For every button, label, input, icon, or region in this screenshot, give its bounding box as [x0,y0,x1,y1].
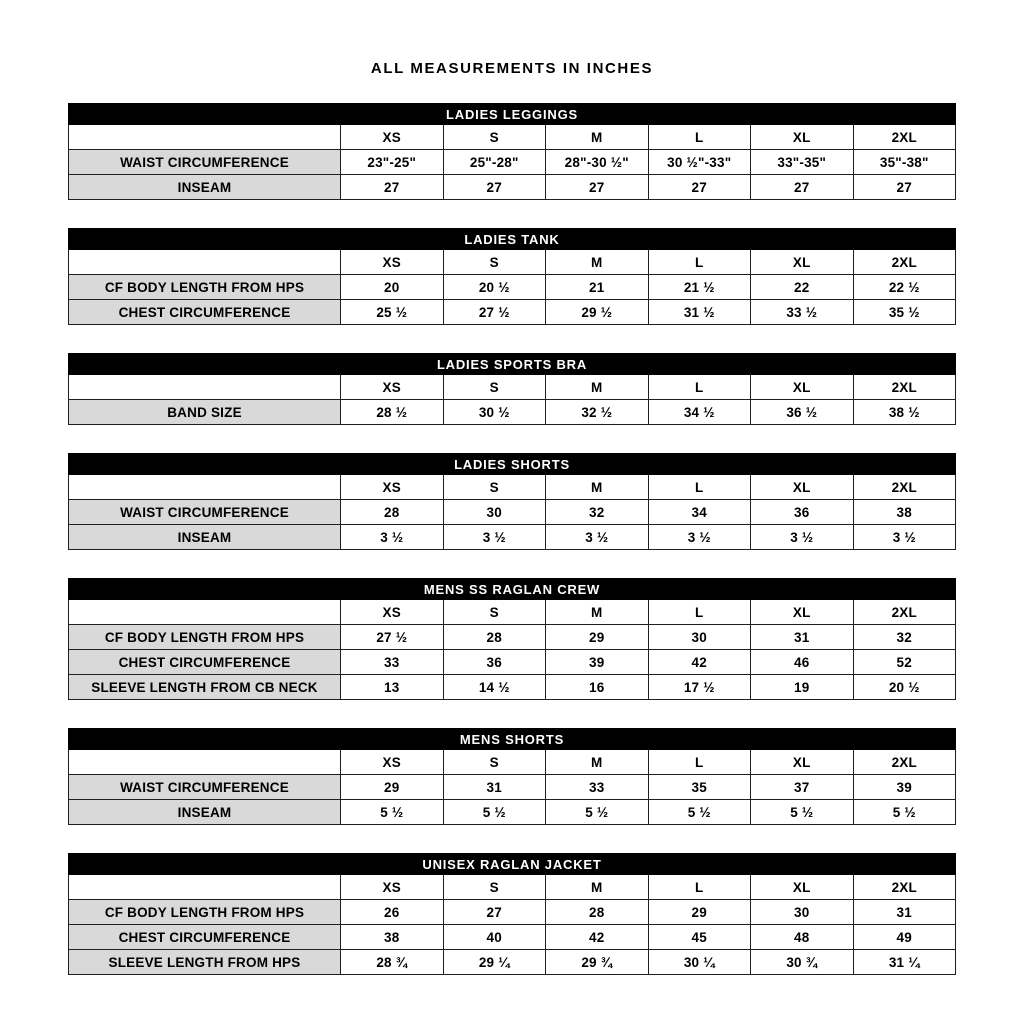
value-cell: 5 ½ [751,800,854,825]
size-header-cell: XS [341,750,444,775]
table-title: MENS SHORTS [69,729,956,750]
table-title: LADIES TANK [69,229,956,250]
value-cell: 34 [648,500,751,525]
size-row-spacer [69,375,341,400]
size-header-row [69,125,956,150]
value-cell: 33 ½ [751,300,854,325]
value-cell: 30 [751,900,854,925]
size-header-row [69,250,956,275]
value-cell: 20 [341,275,444,300]
size-chart-table [68,853,956,975]
value-cell: 3 ½ [341,525,444,550]
value-cell: 27 [648,175,751,200]
value-cell: 40 [443,925,546,950]
value-cell: 27 [341,175,444,200]
value-cell: 36 [751,500,854,525]
size-header-cell: S [443,125,546,150]
size-header-row [69,600,956,625]
row-label-cell: WAIST CIRCUMFERENCE [69,775,341,800]
size-header-cell: L [648,600,751,625]
value-cell: 23"-25" [341,150,444,175]
size-header-cell: XL [751,750,854,775]
value-cell: 28 [341,500,444,525]
value-cell: 30 ½ [443,400,546,425]
size-charts-container [0,103,1024,975]
size-header-cell: XS [341,250,444,275]
value-cell: 39 [546,650,649,675]
value-cell: 22 ½ [853,275,956,300]
measurement-row [69,650,956,675]
value-cell: 19 [751,675,854,700]
row-label-cell: WAIST CIRCUMFERENCE [69,500,341,525]
measurement-row [69,300,956,325]
size-header-row [69,475,956,500]
value-cell: 17 ½ [648,675,751,700]
size-header-cell: XS [341,875,444,900]
row-label-cell: INSEAM [69,175,341,200]
value-cell: 21 ½ [648,275,751,300]
table-title-row [69,729,956,750]
size-row-spacer [69,125,341,150]
table-title-row [69,454,956,475]
size-header-cell: M [546,750,649,775]
row-label-cell: SLEEVE LENGTH FROM CB NECK [69,675,341,700]
measurement-row [69,950,956,975]
value-cell: 33"-35" [751,150,854,175]
size-row-spacer [69,475,341,500]
measurement-row [69,150,956,175]
value-cell: 29 [648,900,751,925]
row-label-cell: INSEAM [69,525,341,550]
size-header-cell: M [546,250,649,275]
value-cell: 27 [443,900,546,925]
value-cell: 3 ½ [751,525,854,550]
size-header-row [69,875,956,900]
value-cell: 31 ¼ [853,950,956,975]
value-cell: 46 [751,650,854,675]
measurement-row [69,525,956,550]
value-cell: 28 ¾ [341,950,444,975]
value-cell: 27 [443,175,546,200]
value-cell: 48 [751,925,854,950]
size-header-cell: XL [751,125,854,150]
tables [0,103,1024,975]
value-cell: 30 ½"-33" [648,150,751,175]
value-cell: 32 ½ [546,400,649,425]
value-cell: 25"-28" [443,150,546,175]
row-label-cell: BAND SIZE [69,400,341,425]
size-header-cell: L [648,750,751,775]
size-header-cell: M [546,475,649,500]
value-cell: 29 [546,625,649,650]
size-chart-table [68,578,956,700]
size-row-spacer [69,750,341,775]
value-cell: 30 [648,625,751,650]
value-cell: 5 ½ [341,800,444,825]
size-header-cell: S [443,375,546,400]
value-cell: 30 ¾ [751,950,854,975]
row-label-cell: CF BODY LENGTH FROM HPS [69,900,341,925]
value-cell: 3 ½ [443,525,546,550]
value-cell: 38 [341,925,444,950]
row-label-cell: CF BODY LENGTH FROM HPS [69,275,341,300]
size-header-cell: XS [341,125,444,150]
size-header-row [69,375,956,400]
size-chart-table [68,453,956,550]
value-cell: 34 ½ [648,400,751,425]
size-chart-table [68,103,956,200]
size-header-cell: S [443,475,546,500]
value-cell: 3 ½ [853,525,956,550]
row-label-cell: CHEST CIRCUMFERENCE [69,300,341,325]
value-cell: 31 [751,625,854,650]
table-title: UNISEX RAGLAN JACKET [69,854,956,875]
value-cell: 32 [853,625,956,650]
measurement-row [69,400,956,425]
value-cell: 33 [546,775,649,800]
size-header-cell: XS [341,475,444,500]
size-header-cell: S [443,750,546,775]
value-cell: 38 ½ [853,400,956,425]
size-header-cell: XL [751,475,854,500]
value-cell: 35"-38" [853,150,956,175]
value-cell: 49 [853,925,956,950]
value-cell: 5 ½ [853,800,956,825]
value-cell: 35 [648,775,751,800]
value-cell: 27 [546,175,649,200]
size-header-cell: 2XL [853,875,956,900]
size-header-cell: XL [751,375,854,400]
value-cell: 39 [853,775,956,800]
measurement-row [69,675,956,700]
measurement-row [69,500,956,525]
row-label-cell: SLEEVE LENGTH FROM HPS [69,950,341,975]
size-row-spacer [69,250,341,275]
value-cell: 28"-30 ½" [546,150,649,175]
value-cell: 28 [443,625,546,650]
row-label-cell: CF BODY LENGTH FROM HPS [69,625,341,650]
value-cell: 14 ½ [443,675,546,700]
value-cell: 3 ½ [648,525,751,550]
value-cell: 36 ½ [751,400,854,425]
table-title-row [69,229,956,250]
value-cell: 28 ½ [341,400,444,425]
size-header-cell: M [546,125,649,150]
row-label-cell: WAIST CIRCUMFERENCE [69,150,341,175]
size-header-cell: L [648,250,751,275]
size-header-cell: L [648,475,751,500]
value-cell: 22 [751,275,854,300]
size-header-cell: L [648,375,751,400]
value-cell: 3 ½ [546,525,649,550]
table-title: LADIES SPORTS BRA [69,354,956,375]
value-cell: 5 ½ [546,800,649,825]
table-title-row [69,854,956,875]
value-cell: 5 ½ [648,800,751,825]
size-header-cell: XL [751,250,854,275]
value-cell: 37 [751,775,854,800]
value-cell: 25 ½ [341,300,444,325]
size-header-cell: 2XL [853,600,956,625]
row-label-cell: CHEST CIRCUMFERENCE [69,650,341,675]
value-cell: 27 [853,175,956,200]
value-cell: 29 ¾ [546,950,649,975]
value-cell: 27 ½ [341,625,444,650]
value-cell: 52 [853,650,956,675]
size-header-cell: XS [341,600,444,625]
size-header-cell: M [546,600,649,625]
size-header-cell: XS [341,375,444,400]
size-header-cell: M [546,875,649,900]
size-header-cell: L [648,125,751,150]
measurement-row [69,925,956,950]
size-chart-table [68,228,956,325]
value-cell: 42 [546,925,649,950]
measurement-row [69,275,956,300]
value-cell: 33 [341,650,444,675]
row-label-cell: INSEAM [69,800,341,825]
table-title: LADIES LEGGINGS [69,104,956,125]
page-title: ALL MEASUREMENTS IN INCHES [370,60,654,77]
size-chart-table [68,353,956,425]
measurement-row [69,900,956,925]
size-row-spacer [69,600,341,625]
size-header-cell: 2XL [853,750,956,775]
size-header-cell: XL [751,600,854,625]
value-cell: 27 ½ [443,300,546,325]
value-cell: 38 [853,500,956,525]
measurement-row [69,175,956,200]
value-cell: 42 [648,650,751,675]
value-cell: 30 [443,500,546,525]
value-cell: 30 ¼ [648,950,751,975]
value-cell: 5 ½ [443,800,546,825]
measurement-row [69,625,956,650]
value-cell: 45 [648,925,751,950]
size-header-cell: 2XL [853,250,956,275]
row-label-cell: CHEST CIRCUMFERENCE [69,925,341,950]
size-header-cell: S [443,600,546,625]
value-cell: 26 [341,900,444,925]
value-cell: 31 [443,775,546,800]
table-title-row [69,579,956,600]
value-cell: 36 [443,650,546,675]
size-header-cell: 2XL [853,475,956,500]
table-title-row [69,354,956,375]
value-cell: 32 [546,500,649,525]
value-cell: 29 ¼ [443,950,546,975]
size-header-cell: XL [751,875,854,900]
measurement-row [69,800,956,825]
size-header-cell: L [648,875,751,900]
value-cell: 13 [341,675,444,700]
table-title: LADIES SHORTS [69,454,956,475]
size-header-row [69,750,956,775]
value-cell: 20 ½ [853,675,956,700]
size-chart-table [68,728,956,825]
table-title-row [69,104,956,125]
size-header-cell: M [546,375,649,400]
size-header-cell: S [443,250,546,275]
value-cell: 31 ½ [648,300,751,325]
value-cell: 35 ½ [853,300,956,325]
measurement-row [69,775,956,800]
value-cell: 27 [751,175,854,200]
size-header-cell: 2XL [853,125,956,150]
table-title: MENS SS RAGLAN CREW [69,579,956,600]
value-cell: 29 [341,775,444,800]
size-header-cell: S [443,875,546,900]
value-cell: 31 [853,900,956,925]
value-cell: 16 [546,675,649,700]
value-cell: 21 [546,275,649,300]
size-row-spacer [69,875,341,900]
value-cell: 20 ½ [443,275,546,300]
value-cell: 29 ½ [546,300,649,325]
value-cell: 28 [546,900,649,925]
size-header-cell: 2XL [853,375,956,400]
